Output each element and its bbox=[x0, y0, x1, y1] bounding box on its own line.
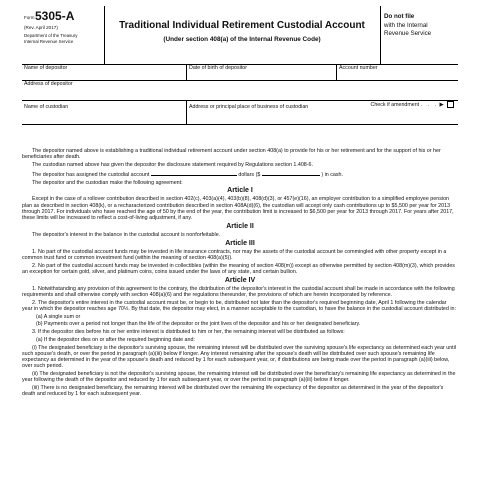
dollars-text: dollars ($ bbox=[238, 171, 261, 178]
article-3-heading: Article III bbox=[225, 239, 255, 247]
title-block bbox=[104, 6, 381, 64]
intro-paragraph-2: The custodian named above has given the depositor the disclosure statement required by Regulations section 1.408-6. bbox=[32, 162, 314, 168]
amount-words-field[interactable] bbox=[151, 170, 237, 176]
article-3-paragraph-2: 2. No part of the custodial account funds may be invested in collectibles (within the meaning of section 408(m)) except as otherwise permitted by section 408(m)(3), which provides an exception for certain gold, silver, and platinum coins, coins issued under the laws of any state, and certain bullion. bbox=[22, 262, 455, 275]
arrow-icon: ▶ bbox=[439, 101, 444, 108]
article-4-paragraph-3a-iii: (iii) There is no designated beneficiary, the remaining interest will be distributed over the remaining life expectancy of the depositor as determined in the year of the depositor's death and reduced by 1 for each subsequent year. bbox=[22, 385, 444, 398]
intro-paragraph-1: The depositor named above is establishing a traditional individual retirement account under section 408(a) to provide for his or her retirement and for the support of his or her beneficiaries after death. bbox=[22, 148, 441, 161]
name-of-depositor-label: Name of depositor bbox=[24, 65, 68, 71]
amount-number-field[interactable] bbox=[262, 170, 320, 176]
date-of-birth-field[interactable] bbox=[186, 64, 337, 80]
article-2-text: The depositor's interest in the balance in the custodial account is nonforfeitable. bbox=[32, 231, 221, 238]
intro-paragraph-4: The depositor and the custodian make the following agreement: bbox=[32, 179, 183, 186]
address-of-depositor-label: Address of depositor bbox=[24, 81, 73, 87]
filing-note-line-2: Revenue Service bbox=[384, 30, 432, 37]
form-label: Form bbox=[24, 15, 35, 20]
depositor-row bbox=[22, 64, 458, 81]
agreement-body bbox=[22, 148, 458, 399]
leader-dots: . . . bbox=[420, 101, 438, 108]
article-4-paragraph-3a: (a) If the depositor dies on or after the required beginning date and: bbox=[36, 336, 195, 343]
do-not-file-note: Do not file bbox=[384, 13, 415, 20]
article-4-paragraph-3a-i: (i) The designated beneficiary is the depositor's surviving spouse, the remaining interest will be distributed over the surviving spouse's life expectancy as determined each year until such spouse's death, or over the period in paragraph (a)(iii) below if longer. Any interest remaining after the spouse's death will be distributed over such spouse's remaining life expectancy as determined in the year of the spouse's death and reduced by 1 for each subsequent year, or, if distributions are being made over the period in paragraph (a)(iii) below, over such period. bbox=[22, 344, 457, 370]
article-4-option-a: (a) A single sum or bbox=[36, 313, 81, 320]
in-cash-text: ) in cash. bbox=[321, 171, 344, 178]
article-4-paragraph-3a-ii: (ii) The designated beneficiary is not the depositor's surviving spouse, the remaining interest will be distributed over the beneficiary's remaining life expectancy as determined in the year following the death of the depositor and reduced by 1 for each subsequent year, or over the period in paragraph (a)(iii) below if longer. bbox=[22, 371, 456, 384]
assigned-amount-text: The depositor has assigned the custodial account bbox=[32, 171, 150, 178]
article-4-paragraph-3: 3. If the depositor dies before his or her entire interest is distributed to him or her, the remaining interest will be distributed as follows: bbox=[32, 329, 345, 336]
agency-name: Internal Revenue Service bbox=[24, 39, 74, 44]
address-of-depositor-field[interactable] bbox=[22, 80, 458, 100]
name-of-custodian-field[interactable] bbox=[22, 101, 186, 124]
form-id-block bbox=[22, 6, 105, 64]
account-number-label: Account number bbox=[339, 65, 378, 71]
department-name: Department of the Treasury bbox=[24, 33, 78, 38]
filing-note-line-1: with the Internal bbox=[384, 22, 428, 29]
check-if-amendment-label: Check if amendment bbox=[370, 101, 420, 108]
date-of-birth-label: Date of birth of depositor bbox=[189, 65, 248, 71]
filing-note-block bbox=[380, 6, 458, 64]
article-2-heading: Article II bbox=[226, 222, 254, 230]
name-of-depositor-field[interactable] bbox=[22, 64, 186, 80]
article-4-heading: Article IV bbox=[224, 276, 256, 284]
article-4-paragraph-2: 2. The depositor's entire interest in the custodial account must be, or begin to be, distributed not later than the depositor's required beginning date, April 1 following the calendar year in which the depositor reaches age 70½. By that date, the depositor may elect, in a manner acceptable to the custodian, to have the balance in the custodial account distributed in: bbox=[22, 299, 457, 312]
article-4-paragraph-1: 1. Notwithstanding any provision of this agreement to the contrary, the distribution of the depositor's interest in the custodial account shall be made in accordance with the following requirements and shall otherwise comply with section 408(a)(6) and the regulations thereunder, the provisions of which are herein incorporated by reference. bbox=[22, 285, 455, 298]
form-title: Traditional Individual Retirement Custodial Account bbox=[119, 20, 365, 31]
form-number: 5305-A bbox=[35, 9, 75, 23]
article-3-paragraph-1: 1. No part of the custodial account funds may be invested in life insurance contracts, nor may the assets of the custodial account be commingled with other property except in a common trust fund or common investment fund (within the meaning of section 408(a)(5)). bbox=[22, 248, 447, 261]
article-1-heading: Article I bbox=[227, 187, 253, 195]
account-number-field[interactable] bbox=[336, 64, 459, 80]
article-4-option-b: (b) Payments over a period not longer than the life of the depositor or the joint lives of the depositor and his or her designated beneficiary. bbox=[36, 321, 361, 328]
form-subtitle: (Under section 408(a) of the Internal Revenue Code) bbox=[163, 36, 321, 43]
intro-paragraph-3 bbox=[22, 170, 458, 178]
address-row bbox=[22, 80, 458, 101]
form-header bbox=[22, 6, 458, 65]
article-1-text: Except in the case of a rollover contribution described in section 402(c), 403(a)(4), 403(b)(8), 408(d)(3), or 457(e)(16), an employer contribution to a simplified employee pension plan as described in section 408(k), or a recharacterized contribution described in section 408A(d)(6), the custodian will accept only cash contributions up to $5,500 per year for 2013 through 2017. For individuals who have reached the age of 50 by the end of the year, the contribution limit is increased to $6,500 per year for 2013 through 2017. For years after 2017, these limits will be increased to reflect a cost-of-living adjustment, if any. bbox=[22, 196, 454, 221]
custodian-row bbox=[22, 101, 458, 125]
revision-date: (Rev. April 2017) bbox=[24, 25, 58, 30]
custodian-address-field[interactable] bbox=[186, 101, 459, 124]
name-of-custodian-label: Name of custodian bbox=[24, 104, 69, 110]
custodian-address-label: Address or principal place of business of custodian bbox=[189, 104, 309, 110]
